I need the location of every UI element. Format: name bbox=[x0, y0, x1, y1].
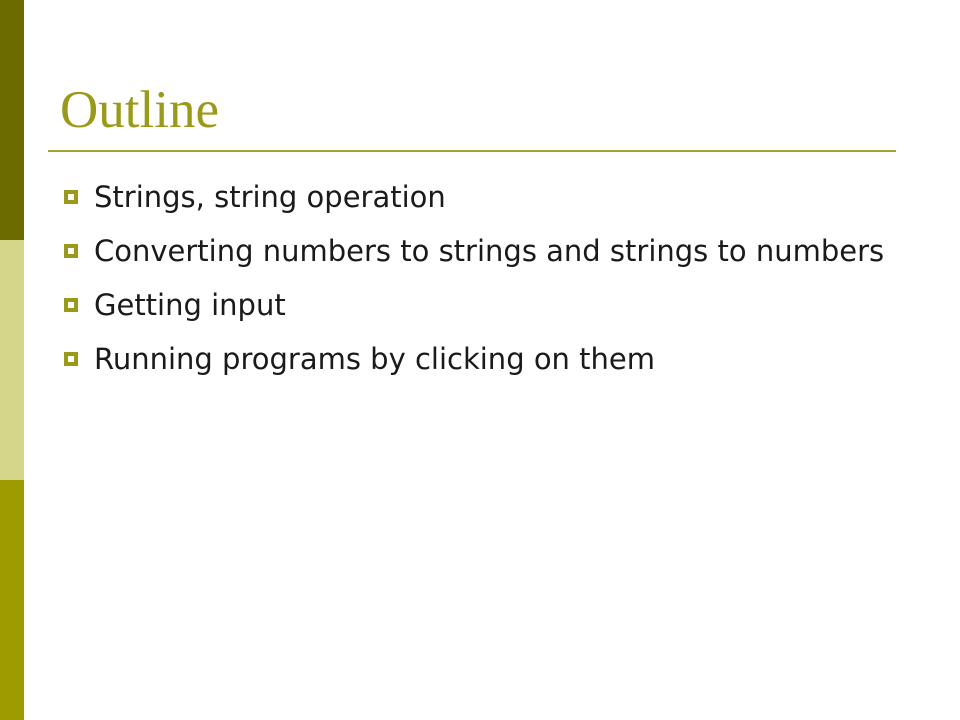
slide-title: Outline bbox=[60, 81, 219, 139]
left-accent-bar-top bbox=[0, 0, 24, 240]
hollow-square-bullet-icon bbox=[64, 244, 78, 258]
hollow-square-bullet-icon bbox=[64, 352, 78, 366]
hollow-square-bullet-icon bbox=[64, 298, 78, 312]
left-accent-bar-bottom bbox=[0, 480, 24, 720]
hollow-square-bullet-icon bbox=[64, 190, 78, 204]
bullet-text: Converting numbers to strings and strings to numbers bbox=[94, 234, 885, 268]
bullet-text: Strings, string operation bbox=[94, 180, 446, 214]
left-accent-bar-middle bbox=[0, 240, 24, 480]
bullet-text: Getting input bbox=[94, 288, 286, 322]
bullet-text: Running programs by clicking on them bbox=[94, 342, 655, 376]
bullet-item bbox=[60, 284, 920, 326]
bullet-item bbox=[60, 338, 920, 380]
title-underline bbox=[48, 150, 896, 152]
bullet-list bbox=[60, 176, 920, 392]
bullet-item bbox=[60, 176, 920, 218]
bullet-item bbox=[60, 230, 920, 272]
